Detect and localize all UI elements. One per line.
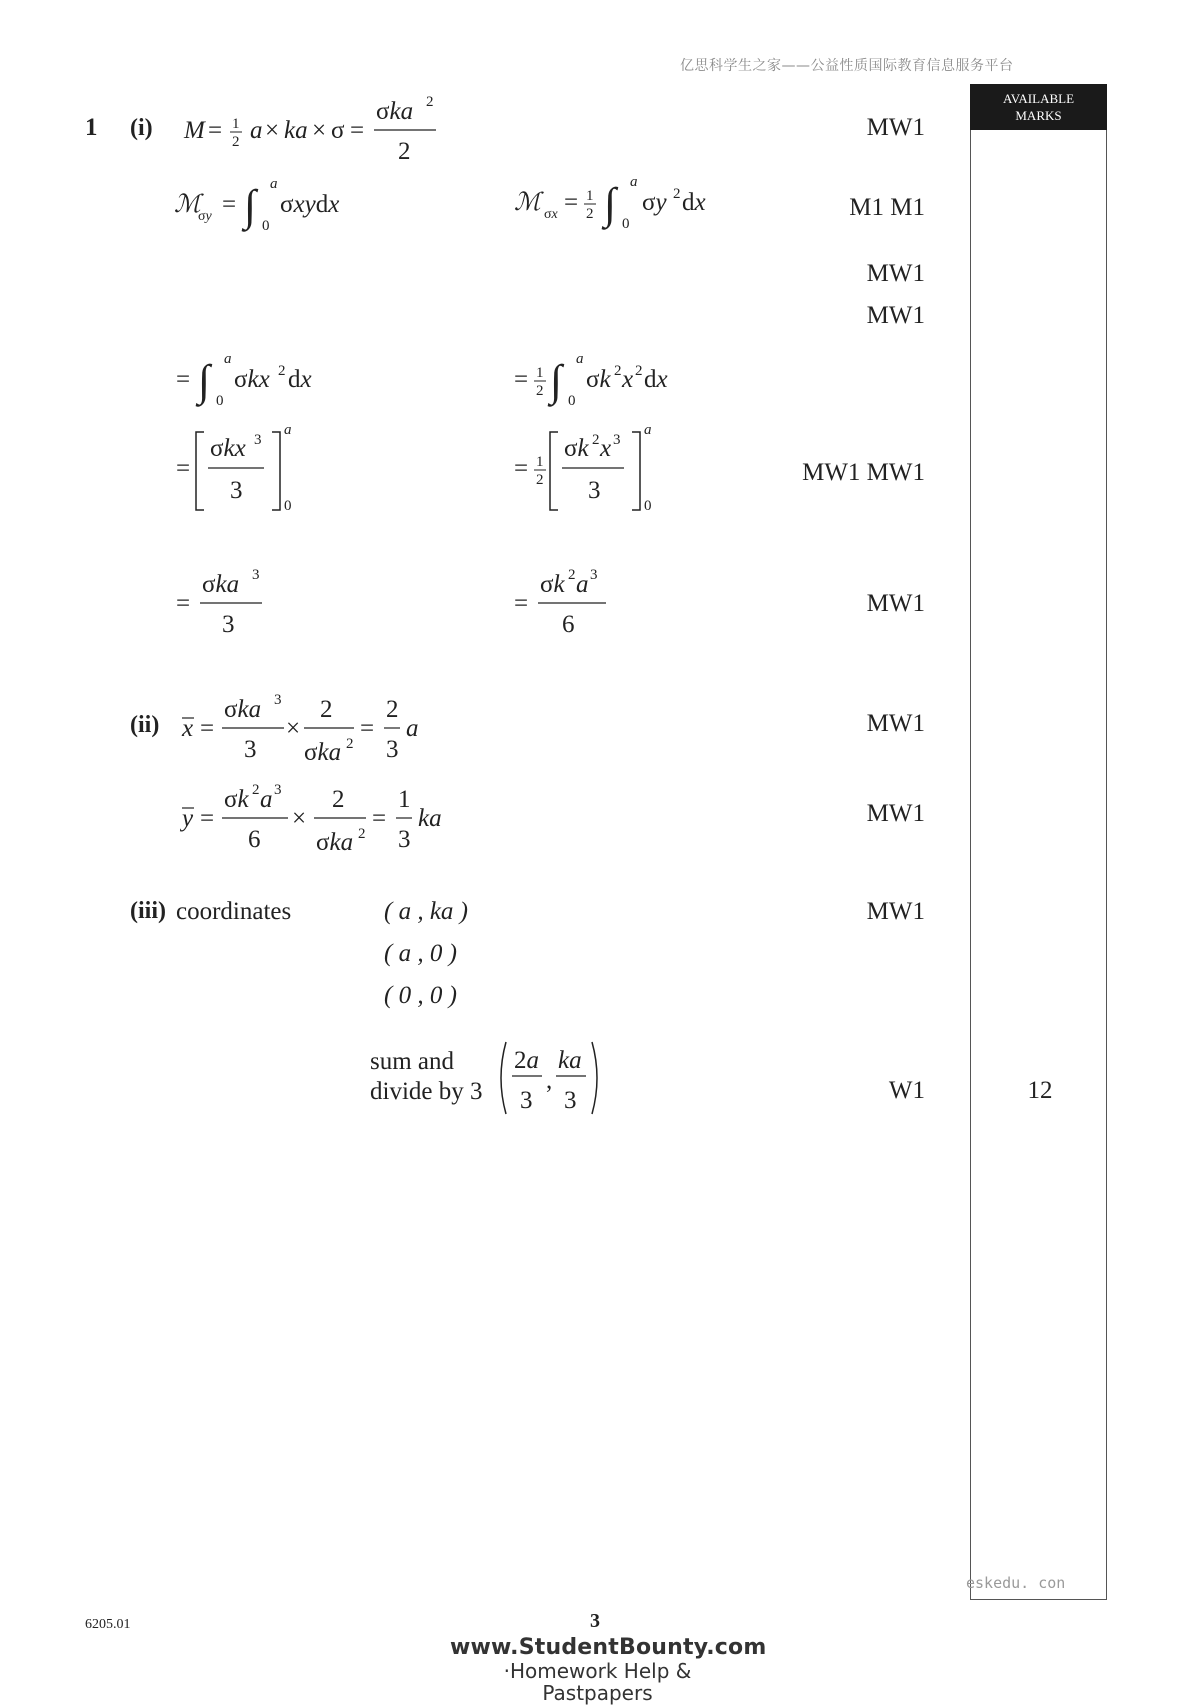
svg-text:=: = — [176, 455, 191, 482]
mark-line-6: MW1 — [866, 590, 925, 617]
svg-text:1: 1 — [586, 188, 594, 204]
svg-text:2: 2 — [673, 186, 681, 202]
part-iii-label: (iii) — [130, 898, 166, 924]
svg-text:∫: ∫ — [244, 181, 257, 230]
svg-text:a: a — [644, 422, 652, 438]
svg-text:M: M — [184, 117, 205, 144]
svg-text:2: 2 — [320, 696, 333, 723]
mark-line-9: MW1 — [866, 898, 925, 925]
svg-text:2: 2 — [332, 786, 345, 813]
svg-text:3: 3 — [398, 826, 411, 853]
svg-text:a: a — [576, 351, 584, 367]
svg-text:3: 3 — [520, 1087, 533, 1114]
svg-text:3: 3 — [254, 432, 262, 448]
svg-text:3: 3 — [230, 477, 243, 504]
svg-text:σka: σka — [376, 98, 414, 125]
mark-line-5: MW1 MW1 — [802, 459, 925, 486]
svg-text:=: = — [200, 805, 215, 832]
svg-text:6: 6 — [248, 826, 261, 853]
svg-text:dx: dx — [288, 366, 312, 393]
svg-text:=: = — [514, 590, 529, 617]
svg-text:σk: σk — [564, 435, 589, 462]
svg-text:σxydx: σxydx — [280, 191, 340, 218]
svg-text:dx: dx — [682, 189, 706, 216]
svg-text:1: 1 — [232, 116, 240, 132]
svg-text:=: = — [514, 366, 529, 393]
svg-text:=: = — [564, 189, 579, 216]
svg-text:σkx: σkx — [234, 366, 270, 393]
svg-text:a: a — [224, 351, 232, 367]
moment-x-substituted — [510, 345, 710, 415]
coordinates-label: coordinates — [176, 898, 292, 925]
svg-text:1: 1 — [536, 365, 544, 381]
svg-text:2: 2 — [358, 826, 366, 842]
svg-text:3: 3 — [564, 1087, 577, 1114]
moment-y-integral — [170, 170, 370, 240]
svg-text:2: 2 — [592, 432, 600, 448]
svg-text:,: , — [546, 1067, 553, 1094]
svg-text:×: × — [286, 715, 301, 742]
svg-text:2a: 2a — [514, 1047, 539, 1074]
paper-code: 6205.01 — [85, 1617, 131, 1632]
svg-text:σkx: σkx — [210, 435, 246, 462]
svg-text:=: = — [176, 590, 191, 617]
svg-text:a: a — [630, 174, 638, 190]
header-note: 亿思科学生之家——公益性质国际教育信息服务平台 — [680, 58, 1014, 74]
svg-text:2: 2 — [398, 138, 411, 165]
svg-text:3: 3 — [274, 692, 282, 708]
svg-text:ka: ka — [418, 805, 442, 832]
moment-x-evaluated — [510, 420, 680, 514]
svg-text:σy: σy — [198, 209, 212, 224]
svg-text:a: a — [406, 715, 419, 742]
svg-text:1: 1 — [398, 786, 411, 813]
svg-text:3: 3 — [386, 736, 399, 763]
x-bar-equation — [180, 690, 440, 768]
svg-text:σk: σk — [224, 786, 249, 813]
svg-text:σka: σka — [316, 829, 354, 856]
question-number: 1 — [85, 114, 98, 141]
svg-text:1: 1 — [536, 454, 544, 470]
svg-text:σk: σk — [586, 366, 611, 393]
heading-line-1: AVAILABLE — [1002, 91, 1075, 106]
svg-text:2: 2 — [252, 782, 260, 798]
part-i-label: (i) — [130, 115, 153, 141]
moment-y-substituted — [172, 345, 362, 415]
moment-x-result — [510, 565, 630, 637]
svg-text:2: 2 — [426, 94, 434, 110]
svg-text:=: = — [350, 117, 365, 144]
svg-text:3: 3 — [274, 782, 282, 798]
mark-line-2: M1 M1 — [849, 194, 925, 221]
svg-text:0: 0 — [216, 393, 224, 409]
svg-text:=: = — [360, 715, 375, 742]
svg-text:∫: ∫ — [198, 356, 211, 405]
svg-text:x: x — [182, 715, 194, 742]
svg-text:σy: σy — [642, 189, 667, 216]
svg-text:dx: dx — [644, 366, 668, 393]
svg-text:0: 0 — [284, 498, 292, 514]
svg-text:x: x — [600, 435, 612, 462]
svg-text:2: 2 — [536, 383, 544, 399]
available-marks-heading — [970, 84, 1107, 130]
svg-text:0: 0 — [644, 498, 652, 514]
svg-text:ka: ka — [558, 1047, 582, 1074]
svg-text:=: = — [200, 715, 215, 742]
available-marks-total: 12 — [1027, 1077, 1053, 1104]
svg-text:∫: ∫ — [604, 179, 617, 228]
svg-text:0: 0 — [568, 393, 576, 409]
coordinate-2: ( a , 0 ) — [384, 940, 457, 967]
moment-x-integral — [510, 168, 740, 238]
svg-text:0: 0 — [622, 216, 630, 232]
svg-text:=: = — [514, 455, 529, 482]
svg-text:2: 2 — [232, 134, 240, 150]
watermark-text: eskedu. con — [966, 1574, 1066, 1592]
svg-text:σk: σk — [540, 571, 565, 598]
mark-line-10: W1 — [888, 1077, 925, 1104]
svg-text:2: 2 — [568, 567, 576, 583]
svg-text:σka: σka — [202, 571, 240, 598]
svg-text:y: y — [182, 805, 194, 832]
svg-text:a: a — [270, 176, 278, 192]
svg-text:a: a — [284, 422, 292, 438]
y-bar-equation — [180, 780, 460, 858]
mark-line-7: MW1 — [866, 710, 925, 737]
svg-text:a: a — [250, 117, 263, 144]
svg-text:ℳ: ℳ — [514, 189, 541, 216]
logo-line-1: www.StudentBounty.com — [450, 1635, 767, 1660]
svg-text:3: 3 — [590, 567, 598, 583]
sum-text-line-2: divide by 3 — [370, 1078, 483, 1105]
moment-y-result — [172, 565, 272, 637]
heading-line-2: MARKS — [1015, 108, 1062, 123]
studentbounty-logo[interactable] — [450, 1635, 767, 1705]
svg-text:3: 3 — [244, 736, 257, 763]
svg-text:=: = — [372, 805, 387, 832]
moment-y-evaluated — [172, 420, 312, 514]
svg-text:a: a — [576, 571, 589, 598]
mark-line-3: MW1 — [866, 260, 925, 287]
svg-text:a: a — [260, 786, 273, 813]
part-ii-label: (ii) — [130, 712, 160, 738]
svg-text:2: 2 — [614, 363, 622, 379]
svg-text:2: 2 — [278, 363, 286, 379]
mark-line-1: MW1 — [866, 114, 925, 141]
svg-text:3: 3 — [613, 432, 621, 448]
svg-text:=: = — [222, 191, 237, 218]
coordinate-1: ( a , ka ) — [384, 898, 468, 925]
svg-text:σ: σ — [331, 117, 345, 144]
svg-text:2: 2 — [635, 363, 643, 379]
svg-text:ℳ: ℳ — [174, 191, 201, 218]
svg-text:=: = — [208, 117, 223, 144]
svg-text:0: 0 — [262, 218, 270, 234]
svg-text:σx: σx — [544, 207, 558, 222]
svg-text:ka: ka — [284, 117, 308, 144]
svg-text:2: 2 — [346, 736, 354, 752]
svg-text:3: 3 — [252, 567, 260, 583]
svg-text:σka: σka — [304, 739, 342, 766]
svg-text:3: 3 — [588, 477, 601, 504]
svg-text:×: × — [312, 117, 327, 144]
mass-equation — [180, 92, 440, 164]
mark-line-8: MW1 — [866, 800, 925, 827]
coordinate-3: ( 0 , 0 ) — [384, 982, 457, 1009]
sum-text-line-1: sum and — [370, 1048, 455, 1075]
page-number: 3 — [590, 1610, 600, 1632]
svg-text:6: 6 — [562, 611, 575, 638]
svg-text:×: × — [265, 117, 280, 144]
available-marks-column — [970, 84, 1107, 1600]
svg-text:2: 2 — [536, 472, 544, 488]
mark-line-4: MW1 — [866, 302, 925, 329]
svg-text:σka: σka — [224, 696, 262, 723]
centroid-result — [494, 1040, 614, 1116]
svg-text:2: 2 — [386, 696, 399, 723]
svg-text:2: 2 — [586, 206, 594, 222]
logo-line-2: ·Homework Help & Pastpapers — [503, 1659, 692, 1705]
svg-text:×: × — [292, 805, 307, 832]
svg-text:x: x — [622, 366, 634, 393]
svg-text:∫: ∫ — [550, 356, 563, 405]
svg-text:3: 3 — [222, 611, 235, 638]
svg-text:=: = — [176, 366, 191, 393]
